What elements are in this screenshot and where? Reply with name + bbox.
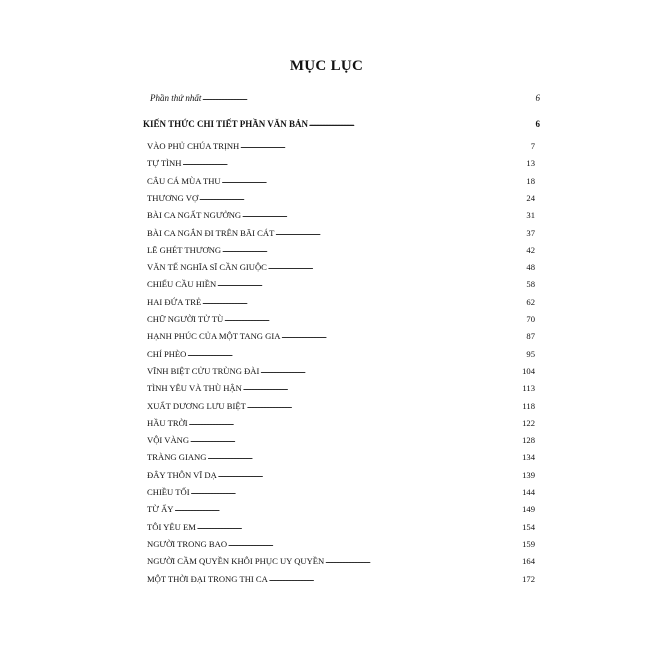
leader-dots [240, 142, 529, 151]
toc-entry [147, 521, 535, 532]
toc-entry-title: THƯƠNG VỢ [147, 192, 199, 203]
leader-dots [187, 350, 525, 359]
toc-entry [147, 486, 535, 497]
leader-dots [202, 298, 525, 307]
toc-entry [147, 382, 535, 393]
toc-entry-page-number: 48 [526, 262, 535, 273]
toc-part-heading [150, 92, 540, 103]
toc-entry-title: HẦU TRỜI [147, 417, 188, 428]
toc-entry-page-number: 154 [522, 521, 535, 532]
toc-entry [147, 261, 535, 272]
toc-entry-title: LẼ GHÉT THƯƠNG [147, 244, 222, 255]
toc-entry-title: BÀI CA NGẮN ĐI TRÊN BÃI CÁT [147, 227, 275, 238]
leader-dots [197, 523, 521, 532]
toc-entry-page-number: 134 [522, 452, 535, 463]
leader-dots [224, 315, 525, 324]
toc-entry-title: ĐÂY THÔN VĨ DẠ [147, 469, 217, 480]
toc-part-page: 6 [535, 93, 540, 103]
leader-dots [242, 211, 525, 220]
leader-dots [199, 194, 525, 203]
toc-entry-title: NGƯỜI CẦM QUYỀN KHÔI PHỤC UY QUYỀN [147, 556, 325, 567]
toc-entry [147, 175, 535, 186]
toc-entry [147, 469, 535, 480]
toc-entry-page-number: 62 [526, 296, 535, 307]
toc-entry-page-number: 164 [522, 556, 535, 567]
leader-dots [218, 471, 521, 480]
leader-dots [217, 280, 525, 289]
toc-entry [147, 330, 535, 341]
toc-entry-title: CHỮ NGƯỜI TỬ TÙ [147, 314, 224, 324]
toc-entry [147, 244, 535, 255]
leader-dots [222, 177, 526, 186]
toc-entry-title: VÀO PHỦ CHÚA TRỊNH [147, 141, 240, 151]
toc-entry-page-number: 7 [530, 141, 535, 151]
toc-entry-title: TÔI YÊU EM [147, 521, 196, 532]
toc-entry-page-number: 13 [526, 158, 535, 169]
toc-entry-page-number: 58 [526, 279, 535, 290]
toc-entry [147, 209, 535, 220]
toc-entry-title: TÌNH YÊU VÀ THÙ HẬN [147, 383, 242, 394]
leader-dots [247, 402, 522, 411]
toc-entry-page-number: 42 [526, 244, 535, 255]
toc-section-label: KIẾN THỨC CHI TIẾT PHẦN VĂN BẢN [143, 119, 309, 129]
toc-entry-page-number: 139 [522, 469, 535, 480]
toc-entry-title: VĂN TẾ NGHĨA SĨ CẦN GIUỘC [147, 262, 267, 273]
toc-entry-page-number: 70 [526, 314, 535, 324]
leader-dots [174, 505, 521, 514]
toc-entry [147, 278, 535, 289]
leader-dots [190, 436, 521, 445]
toc-entry-page-number: 118 [522, 400, 535, 411]
toc-entry-page-number: 18 [526, 175, 535, 186]
toc-section-page: 6 [535, 119, 540, 129]
toc-entry-page-number: 122 [522, 417, 535, 428]
leader-dots [228, 540, 521, 549]
toc-entry-title: TỪ ẤY [147, 504, 174, 515]
toc-entry-title: NGƯỜI TRONG BAO [147, 538, 228, 549]
toc-entry [147, 451, 535, 462]
leader-dots [275, 229, 525, 238]
leader-dots [202, 94, 534, 103]
toc-section-heading [143, 118, 540, 129]
toc-entry [147, 400, 535, 411]
leader-dots [189, 419, 521, 428]
toc-entry-page-number: 87 [526, 331, 535, 342]
toc-entry-page-number: 113 [522, 383, 535, 394]
toc-entry [147, 227, 535, 238]
toc-entry-title: HẠNH PHÚC CỦA MỘT TANG GIA [147, 331, 281, 342]
toc-entry [147, 573, 535, 584]
toc-entry [147, 434, 535, 445]
toc-entry-title: TỰ TÌNH [147, 158, 182, 169]
toc-entry-page-number: 172 [522, 573, 535, 584]
toc-entry-title: TRÀNG GIANG [147, 452, 207, 463]
leader-dots [281, 332, 525, 341]
toc-entry-title: MỘT THỜI ĐẠI TRONG THI CA [147, 573, 268, 584]
toc-part-label: Phần thứ nhất [150, 93, 202, 103]
toc-entry [147, 365, 535, 376]
leader-dots [325, 557, 521, 566]
toc-entry [147, 555, 535, 566]
leader-dots [309, 120, 534, 129]
toc-entry [147, 503, 535, 514]
toc-entry [147, 538, 535, 549]
toc-entry-page-number: 95 [526, 348, 535, 359]
leader-dots [243, 384, 522, 393]
leader-dots [268, 263, 525, 272]
toc-entry-title: VỘI VÀNG [147, 435, 190, 446]
toc-entry [147, 192, 535, 203]
toc-entry-title: XUẤT DƯƠNG LƯU BIỆT [147, 400, 246, 411]
toc-entry-page-number: 149 [522, 504, 535, 515]
toc-entry-page-number: 104 [522, 365, 535, 376]
toc-entry [147, 313, 535, 324]
toc-entry-title: CÂU CÁ MÙA THU [147, 175, 221, 186]
toc-entry-title: BÀI CA NGẤT NGƯỞNG [147, 210, 242, 221]
toc-entry [147, 157, 535, 168]
toc-entry-page-number: 31 [526, 210, 535, 221]
leader-dots [269, 575, 521, 584]
leader-dots [222, 246, 525, 255]
toc-entry [147, 140, 535, 151]
leader-dots [182, 159, 525, 168]
toc-entry-title: CHIẾU CẦU HIỀN [147, 279, 217, 290]
toc-entry-page-number: 128 [522, 435, 535, 446]
page-title: MỤC LỤC [289, 58, 364, 74]
leader-dots [260, 367, 521, 376]
toc-entry-title: VĨNH BIỆT CỬU TRÙNG ĐÀI [147, 365, 260, 376]
toc-entry-title: CHÍ PHÈO [147, 348, 187, 359]
toc-entry-title: CHIỀU TỐI [147, 487, 190, 497]
toc-entry-page-number: 24 [526, 192, 535, 203]
toc-entry-page-number: 37 [526, 227, 535, 238]
toc-entry [147, 348, 535, 359]
leader-dots [191, 488, 522, 497]
toc-entry-page-number: 144 [522, 487, 535, 497]
toc-entry [147, 296, 535, 307]
leader-dots [207, 453, 521, 462]
toc-entry-title: HAI ĐỨA TRẺ [147, 296, 202, 307]
toc-entry-page-number: 159 [522, 538, 535, 549]
toc-entry [147, 417, 535, 428]
